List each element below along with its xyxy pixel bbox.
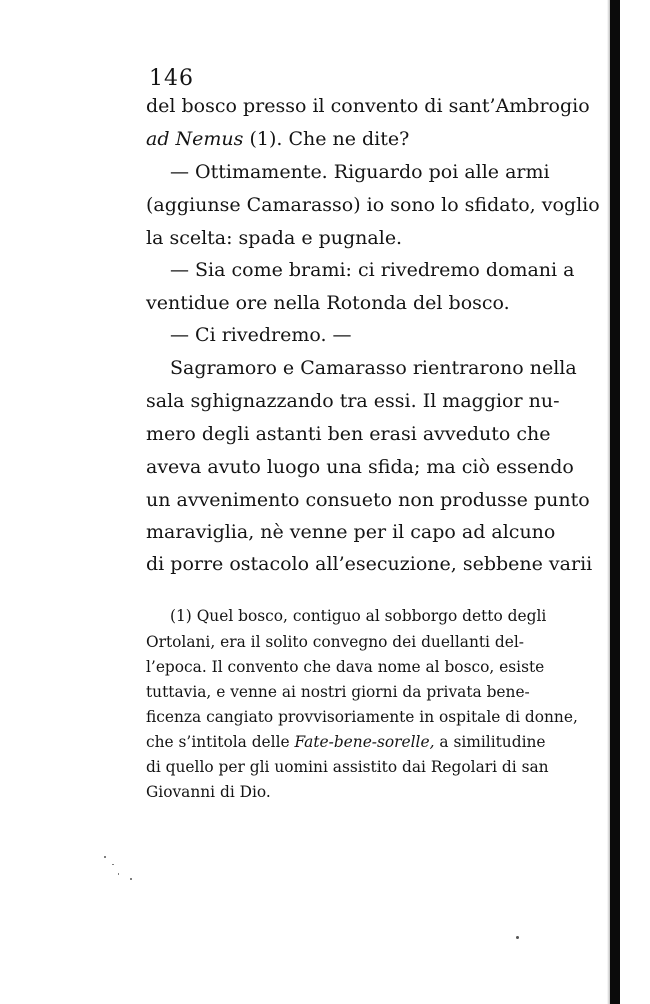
paper-speck (130, 878, 132, 880)
body-line: mero degli astanti ben erasi avveduto che (146, 423, 551, 445)
body-line: del bosco presso il convento di sant’Ambrogio (146, 95, 590, 117)
body-line: (aggiunse Camarasso) io sono lo sfidato, voglio (146, 194, 600, 216)
body-line (146, 127, 409, 151)
body-line: aveva avuto luogo una sfida; ma ciò essendo (146, 456, 574, 478)
footnote-line: di quello per gli uomini assistito dai Regolari di san (146, 758, 549, 776)
footnote-line: ficenza cangiato provvisoriamente in ospitale di donne, (146, 708, 578, 726)
body-line: Sagramoro e Camarasso rientrarono nella (170, 357, 577, 379)
body-line: — Ci rivedremo. — (170, 324, 352, 346)
paper-speck (112, 864, 114, 865)
body-line: sala sghignazzando tra essi. Il maggior nu- (146, 390, 560, 412)
paper-speck (118, 873, 119, 875)
body-line: un avvenimento consueto non produsse punto (146, 489, 590, 511)
page-binding-edge (610, 0, 620, 1004)
paper-speck (516, 936, 519, 939)
footnote-line (146, 732, 546, 752)
footnote-text: che s’intitola delle (146, 733, 295, 751)
footnote-line: Ortolani, era il solito convegno dei duellanti del- (146, 633, 524, 651)
body-line: maraviglia, nè venne per il capo ad alcuno (146, 521, 556, 543)
footnote-line: Giovanni di Dio. (146, 783, 271, 801)
body-line-rest: (1). Che ne dite? (243, 128, 410, 150)
footnote-line: l’epoca. Il convento che dava nome al bosco, esiste (146, 658, 545, 676)
footnote-italic: Fate-bene-sorelle, (294, 733, 435, 751)
page-number: 146 (149, 66, 194, 91)
body-line: di porre ostacolo all’esecuzione, sebbene varii (146, 553, 593, 575)
body-line: — Ottimamente. Riguardo poi alle armi (170, 161, 550, 183)
body-line: — Sia come brami: ci rivedremo domani a (170, 259, 575, 281)
body-line: la scelta: spada e pugnale. (146, 227, 403, 249)
latin-phrase: ad Nemus (146, 128, 244, 150)
paper-speck (104, 856, 106, 858)
body-line: ventidue ore nella Rotonda del bosco. (146, 292, 510, 314)
footnote-line: (1) Quel bosco, contiguo al sobborgo detto degli (170, 607, 547, 625)
footnote-line: tuttavia, e venne ai nostri giorni da privata bene- (146, 683, 530, 701)
footnote-text: a similitudine (434, 733, 546, 751)
